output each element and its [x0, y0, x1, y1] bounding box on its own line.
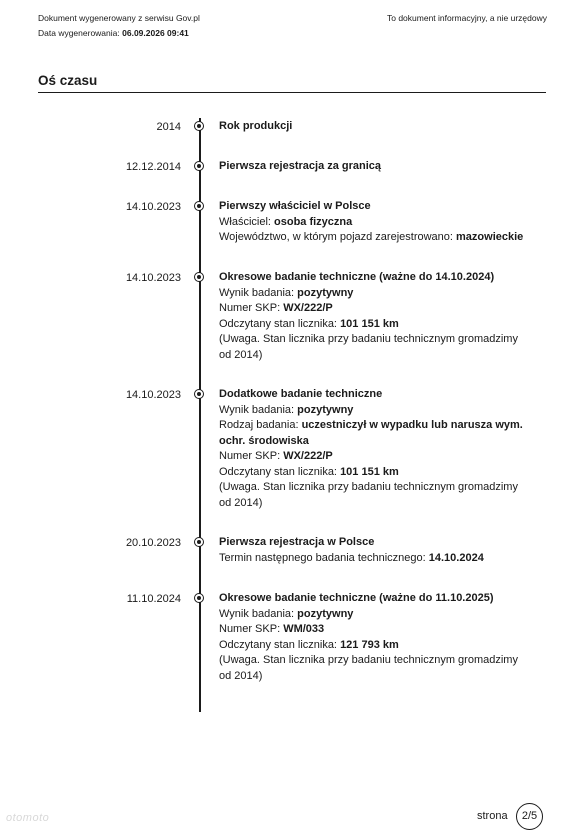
section-title: Oś czasu	[38, 73, 98, 88]
event-detail: Właściciel: osoba fizyczna	[219, 215, 353, 228]
event-detail: Odczytany stan licznika: 101 151 km	[219, 465, 399, 478]
event-detail: Odczytany stan licznika: 121 793 km	[219, 638, 399, 651]
event-detail: Termin następnego badania technicznego: 14.10.2024	[219, 551, 484, 564]
event-content	[219, 159, 529, 175]
event-note: (Uwaga. Stan licznika przy badaniu technicznym gromadzimy od 2014)	[219, 654, 518, 682]
event-content	[219, 270, 529, 363]
event-detail: Wynik badania: pozytywny	[219, 403, 354, 416]
event-content	[219, 387, 529, 511]
event-note: (Uwaga. Stan licznika przy badaniu technicznym gromadzimy od 2014)	[219, 481, 518, 509]
disclaimer-text: To dokument informacyjny, a nie urzędowy	[386, 13, 547, 23]
event-title: Okresowe badanie techniczne (ważne do 14.10.2024)	[219, 271, 495, 283]
timeline-marker-icon	[194, 201, 204, 211]
event-date: 14.10.2023	[125, 272, 181, 284]
document-source	[38, 11, 200, 41]
event-date: 14.10.2023	[125, 389, 181, 401]
event-detail: Wynik badania: pozytywny	[219, 607, 354, 620]
timeline-marker-icon	[194, 161, 204, 171]
event-detail: Wynik badania: pozytywny	[219, 286, 354, 299]
page-number: 2/5	[516, 803, 543, 830]
event-detail: Numer SKP: WX/222/P	[219, 302, 333, 314]
event-title: Pierwszy właściciel w Polsce	[219, 200, 371, 212]
event-content	[219, 199, 529, 246]
generated-by-text: Dokument wygenerowany z serwisu Gov.pl	[38, 13, 200, 23]
event-date: 11.10.2024	[126, 593, 181, 605]
generation-date-label: Data wygenerowania:	[38, 28, 120, 38]
event-detail: Numer SKP: WX/222/P	[219, 450, 333, 462]
event-date: 20.10.2023	[125, 537, 181, 549]
event-title: Okresowe badanie techniczne (ważne do 11.10.2025)	[219, 592, 494, 604]
event-title: Pierwsza rejestracja w Polsce	[219, 536, 375, 548]
page-label: strona	[477, 810, 508, 822]
event-content	[219, 535, 529, 566]
event-title: Pierwsza rejestracja za granicą	[219, 160, 382, 172]
event-note: (Uwaga. Stan licznika przy badaniu technicznym gromadzimy od 2014)	[219, 333, 518, 361]
timeline-marker-icon	[194, 272, 204, 282]
event-detail: Numer SKP: WM/033	[219, 623, 325, 635]
generation-date	[38, 26, 200, 41]
generation-date-value: 06.09.2026 09:41	[122, 28, 189, 38]
event-detail: Rodzaj badania: uczestniczył w wypadku lub narusza wym. ochr. środowiska	[219, 419, 523, 447]
event-title: Dodatkowe badanie techniczne	[219, 388, 383, 400]
timeline-marker-icon	[194, 389, 204, 399]
timeline-marker-icon	[194, 593, 204, 603]
event-detail: Województwo, w którym pojazd zarejestrowano: mazowieckie	[219, 231, 524, 243]
event-date: 14.10.2023	[125, 201, 181, 213]
event-date: 12.12.2014	[125, 161, 181, 173]
timeline-marker-icon	[194, 121, 204, 131]
timeline-marker-icon	[194, 537, 204, 547]
event-content	[219, 591, 529, 684]
event-content	[219, 119, 529, 135]
event-detail: Odczytany stan licznika: 101 151 km	[219, 317, 399, 330]
event-title: Rok produkcji	[219, 120, 293, 132]
event-date: 2014	[156, 121, 181, 133]
watermark-text: otomoto	[6, 812, 50, 824]
title-divider	[38, 92, 546, 93]
